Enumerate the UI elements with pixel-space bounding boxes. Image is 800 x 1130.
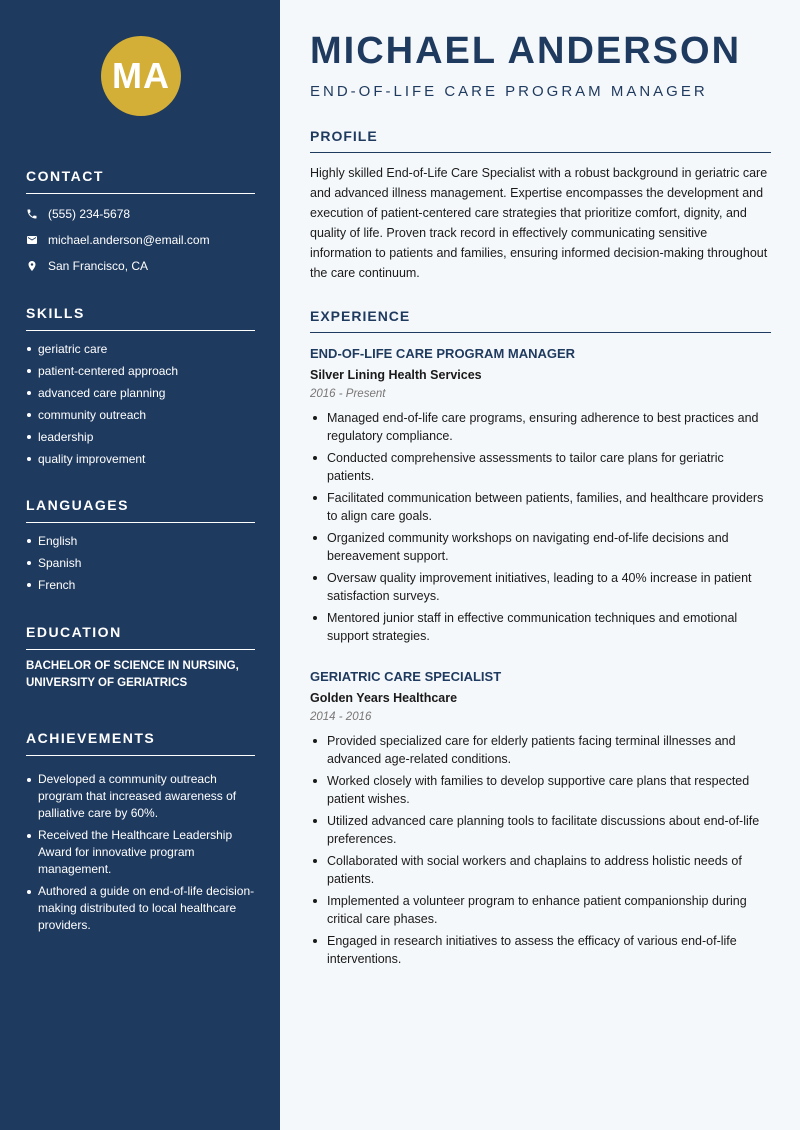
job-bullet: Conducted comprehensive assessments to tailor care plans for geriatric patients. bbox=[310, 449, 771, 485]
skills-section bbox=[26, 305, 255, 470]
language-item: French bbox=[26, 574, 255, 596]
job-bullets bbox=[310, 409, 771, 645]
job-bullet: Oversaw quality improvement initiatives, leading to a 40% increase in patient satisfaction surveys. bbox=[310, 569, 771, 605]
contact-heading: CONTACT bbox=[26, 168, 255, 194]
company-name: Silver Lining Health Services bbox=[310, 368, 482, 382]
skill-item: geriatric care bbox=[26, 338, 255, 360]
job-bullet: Mentored junior staff in effective communication techniques and emotional support strategies. bbox=[310, 609, 771, 645]
experience-heading: EXPERIENCE bbox=[310, 308, 771, 333]
skills-heading: SKILLS bbox=[26, 305, 255, 331]
job-title-subtitle: END-OF-LIFE CARE PROGRAM MANAGER bbox=[310, 83, 708, 100]
profile-text: Highly skilled End-of-Life Care Specialist with a robust background in geriatric care and advanced illness management. Expertise encompasses the development and execution of patient-centered care strategies that prioritize comfort, dignity, and quality of life. Proven track record in effectively communicating sensitive information to patients and families, ensuring informed decision-making throughout the care continuum. bbox=[310, 166, 768, 280]
achievement-item: Authored a guide on end-of-life decision-making distributed to local healthcare providers. bbox=[26, 883, 255, 934]
job-entry bbox=[310, 346, 771, 649]
job-dates: 2014 - 2016 bbox=[310, 711, 372, 723]
job-bullet: Organized community workshops on navigating end-of-life decisions and bereavement support. bbox=[310, 529, 771, 565]
skill-item: advanced care planning bbox=[26, 382, 255, 404]
phone-icon bbox=[26, 208, 38, 220]
job-bullet: Utilized advanced care planning tools to facilitate discussions about end-of-life preferences. bbox=[310, 812, 771, 848]
job-bullets bbox=[310, 732, 771, 968]
job-bullet: Facilitated communication between patients, families, and healthcare providers to align care goals. bbox=[310, 489, 771, 525]
profile-heading: PROFILE bbox=[310, 128, 771, 153]
contact-location bbox=[26, 253, 255, 279]
contact-phone[interactable] bbox=[26, 201, 255, 227]
job-title: END-OF-LIFE CARE PROGRAM MANAGER bbox=[310, 346, 576, 361]
achievement-item: Received the Healthcare Leadership Award for innovative program management. bbox=[26, 827, 255, 878]
skills-list bbox=[26, 338, 255, 470]
job-bullet: Collaborated with social workers and chaplains to address holistic needs of patients. bbox=[310, 852, 771, 888]
education-heading: EDUCATION bbox=[26, 624, 255, 650]
job-title: GERIATRIC CARE SPECIALIST bbox=[310, 669, 502, 684]
main-content bbox=[280, 0, 800, 1130]
contact-phone-text: (555) 234-5678 bbox=[48, 207, 131, 221]
education-section bbox=[26, 624, 255, 692]
location-pin-icon bbox=[26, 260, 38, 272]
job-bullet: Worked closely with families to develop supportive care plans that respected patient wishes. bbox=[310, 772, 771, 808]
languages-section bbox=[26, 497, 255, 596]
education-degree: BACHELOR OF SCIENCE IN NURSING, UNIVERSITY OF GERIATRICS bbox=[26, 660, 239, 689]
job-bullet: Engaged in research initiatives to assess the efficacy of various end-of-life interventions. bbox=[310, 932, 771, 968]
contact-location-text: San Francisco, CA bbox=[48, 259, 149, 273]
skill-item: quality improvement bbox=[26, 448, 255, 470]
experience-section bbox=[310, 308, 771, 333]
job-bullet: Managed end-of-life care programs, ensuring adherence to best practices and regulatory compliance. bbox=[310, 409, 771, 445]
contact-email[interactable] bbox=[26, 227, 255, 253]
language-item: English bbox=[26, 530, 255, 552]
achievements-section bbox=[26, 730, 255, 939]
profile-section bbox=[310, 128, 771, 283]
skill-item: patient-centered approach bbox=[26, 360, 255, 382]
skill-item: community outreach bbox=[26, 404, 255, 426]
page-title: MICHAEL ANDERSON bbox=[310, 30, 742, 72]
mail-icon bbox=[26, 234, 38, 246]
company-name: Golden Years Healthcare bbox=[310, 691, 458, 705]
job-dates: 2016 - Present bbox=[310, 388, 386, 400]
languages-heading: LANGUAGES bbox=[26, 497, 255, 523]
avatar-initials: MA bbox=[101, 36, 181, 116]
achievements-heading: ACHIEVEMENTS bbox=[26, 730, 255, 756]
contact-email-text: michael.anderson@email.com bbox=[48, 233, 210, 247]
job-bullet: Provided specialized care for elderly patients facing terminal illnesses and advanced age-related conditions. bbox=[310, 732, 771, 768]
job-entry bbox=[310, 669, 771, 972]
contact-section bbox=[26, 168, 255, 279]
job-bullet: Implemented a volunteer program to enhance patient companionship during critical care phases. bbox=[310, 892, 771, 928]
sidebar bbox=[0, 0, 280, 1130]
achievement-item: Developed a community outreach program that increased awareness of palliative care by 60%. bbox=[26, 771, 255, 822]
language-item: Spanish bbox=[26, 552, 255, 574]
achievements-list bbox=[26, 771, 255, 934]
languages-list bbox=[26, 530, 255, 596]
skill-item: leadership bbox=[26, 426, 255, 448]
